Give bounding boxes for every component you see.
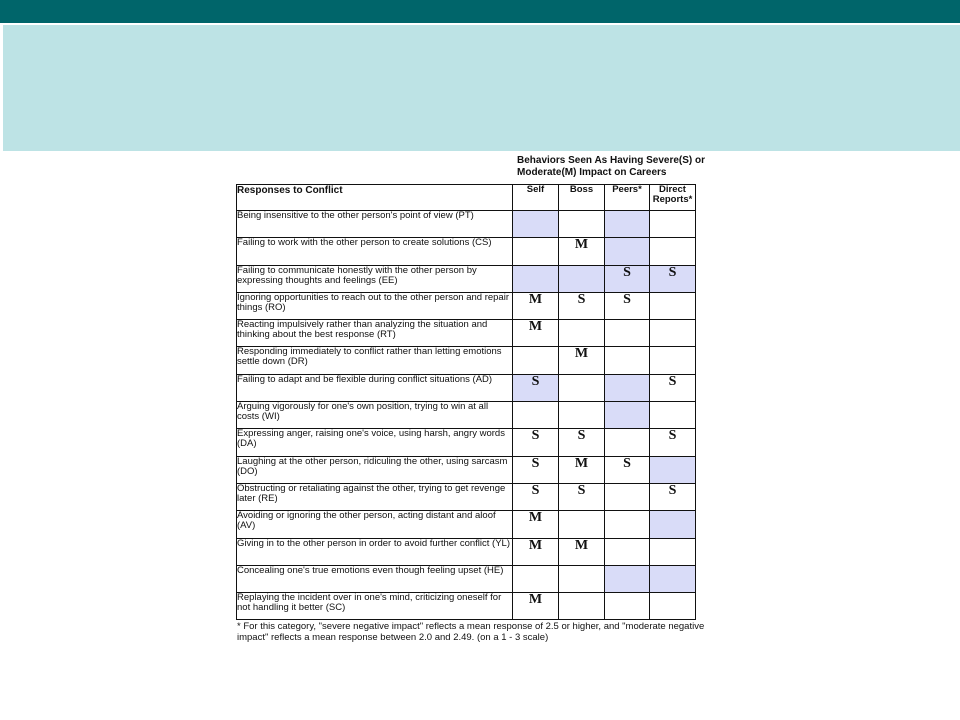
cell-boss bbox=[559, 320, 605, 347]
cell-self: M bbox=[513, 292, 559, 319]
cell-direct-reports bbox=[650, 292, 696, 319]
cell-direct-reports bbox=[650, 565, 696, 592]
cell-boss bbox=[559, 402, 605, 429]
top-band bbox=[0, 0, 960, 23]
table-row bbox=[237, 265, 696, 292]
cell-peers bbox=[605, 483, 650, 510]
row-label: Obstructing or retaliating against the other, trying to get revenge later (RE) bbox=[237, 483, 513, 510]
table-row bbox=[237, 483, 696, 510]
table-row bbox=[237, 511, 696, 538]
table-row bbox=[237, 292, 696, 319]
cell-peers bbox=[605, 402, 650, 429]
cell-direct-reports bbox=[650, 320, 696, 347]
table-row bbox=[237, 320, 696, 347]
header-self: Self bbox=[513, 185, 559, 211]
cell-peers: S bbox=[605, 265, 650, 292]
row-label: Expressing anger, raising one's voice, using harsh, angry words (DA) bbox=[237, 429, 513, 456]
conflict-behaviors-table bbox=[236, 184, 696, 620]
row-label: Arguing vigorously for one's own position, trying to win at all costs (WI) bbox=[237, 402, 513, 429]
cell-peers bbox=[605, 238, 650, 265]
table-row bbox=[237, 538, 696, 565]
cell-self bbox=[513, 402, 559, 429]
cell-direct-reports: S bbox=[650, 265, 696, 292]
row-label: Replaying the incident over in one's mind, criticizing oneself for not handling it better (SC) bbox=[237, 593, 513, 620]
cell-peers bbox=[605, 511, 650, 538]
cell-boss bbox=[559, 593, 605, 620]
cell-self: M bbox=[513, 593, 559, 620]
cell-self: M bbox=[513, 538, 559, 565]
cell-peers bbox=[605, 565, 650, 592]
cell-direct-reports bbox=[650, 211, 696, 238]
cell-self: S bbox=[513, 374, 559, 401]
cell-boss: S bbox=[559, 429, 605, 456]
cell-self bbox=[513, 238, 559, 265]
table-row bbox=[237, 211, 696, 238]
table-body bbox=[237, 211, 696, 620]
title-band bbox=[3, 25, 960, 151]
cell-self bbox=[513, 211, 559, 238]
cell-peers bbox=[605, 347, 650, 374]
row-label: Failing to work with the other person to create solutions (CS) bbox=[237, 238, 513, 265]
cell-direct-reports bbox=[650, 402, 696, 429]
table-row bbox=[237, 238, 696, 265]
header-peers: Peers* bbox=[605, 185, 650, 211]
cell-self: M bbox=[513, 320, 559, 347]
table-row bbox=[237, 429, 696, 456]
row-label: Ignoring opportunities to reach out to the other person and repair things (RO) bbox=[237, 292, 513, 319]
cell-peers: S bbox=[605, 292, 650, 319]
row-label: Failing to adapt and be flexible during conflict situations (AD) bbox=[237, 374, 513, 401]
cell-peers bbox=[605, 211, 650, 238]
cell-boss bbox=[559, 511, 605, 538]
cell-direct-reports bbox=[650, 593, 696, 620]
cell-boss bbox=[559, 565, 605, 592]
cell-boss: M bbox=[559, 238, 605, 265]
cell-boss: S bbox=[559, 292, 605, 319]
cell-self bbox=[513, 347, 559, 374]
cell-self bbox=[513, 565, 559, 592]
cell-peers bbox=[605, 593, 650, 620]
row-label: Reacting impulsively rather than analyzing the situation and thinking about the best response (RT) bbox=[237, 320, 513, 347]
cell-boss: S bbox=[559, 483, 605, 510]
cell-boss: M bbox=[559, 456, 605, 483]
table-row bbox=[237, 402, 696, 429]
cell-self: S bbox=[513, 429, 559, 456]
row-label: Giving in to the other person in order to avoid further conflict (YL) bbox=[237, 538, 513, 565]
cell-peers bbox=[605, 429, 650, 456]
cell-boss bbox=[559, 374, 605, 401]
cell-boss bbox=[559, 265, 605, 292]
row-label: Laughing at the other person, ridiculing the other, using sarcasm (DO) bbox=[237, 456, 513, 483]
row-label: Responding immediately to conflict rather than letting emotions settle down (DR) bbox=[237, 347, 513, 374]
cell-direct-reports: S bbox=[650, 374, 696, 401]
cell-peers bbox=[605, 374, 650, 401]
cell-direct-reports bbox=[650, 238, 696, 265]
table-row bbox=[237, 347, 696, 374]
cell-direct-reports: S bbox=[650, 483, 696, 510]
cell-direct-reports bbox=[650, 538, 696, 565]
cell-peers bbox=[605, 320, 650, 347]
footnote: * For this category, "severe negative impact" reflects a mean response of 2.5 or higher, and "moderate negative impact" reflects a mean response between 2.0 and 2.49. (on a 1 - 3 scale) bbox=[237, 621, 705, 643]
table-heading: Behaviors Seen As Having Severe(S) or Moderate(M) Impact on Careers bbox=[517, 155, 706, 178]
cell-self bbox=[513, 265, 559, 292]
cell-peers: S bbox=[605, 456, 650, 483]
table-row bbox=[237, 374, 696, 401]
cell-self: S bbox=[513, 483, 559, 510]
cell-boss: M bbox=[559, 538, 605, 565]
table-row bbox=[237, 456, 696, 483]
cell-self: M bbox=[513, 511, 559, 538]
header-direct-reports: Direct Reports* bbox=[650, 185, 696, 211]
cell-direct-reports bbox=[650, 511, 696, 538]
table-header-row bbox=[237, 185, 696, 211]
cell-peers bbox=[605, 538, 650, 565]
cell-direct-reports: S bbox=[650, 429, 696, 456]
row-label: Avoiding or ignoring the other person, acting distant and aloof (AV) bbox=[237, 511, 513, 538]
cell-boss bbox=[559, 211, 605, 238]
table-row bbox=[237, 565, 696, 592]
row-label: Concealing one's true emotions even though feeling upset (HE) bbox=[237, 565, 513, 592]
cell-boss: M bbox=[559, 347, 605, 374]
cell-direct-reports bbox=[650, 456, 696, 483]
header-boss: Boss bbox=[559, 185, 605, 211]
row-label: Being insensitive to the other person's point of view (PT) bbox=[237, 211, 513, 238]
cell-direct-reports bbox=[650, 347, 696, 374]
table-row bbox=[237, 593, 696, 620]
row-label: Failing to communicate honestly with the other person by expressing thoughts and feelings (EE) bbox=[237, 265, 513, 292]
cell-self: S bbox=[513, 456, 559, 483]
header-responses-to-conflict: Responses to Conflict bbox=[237, 185, 513, 211]
